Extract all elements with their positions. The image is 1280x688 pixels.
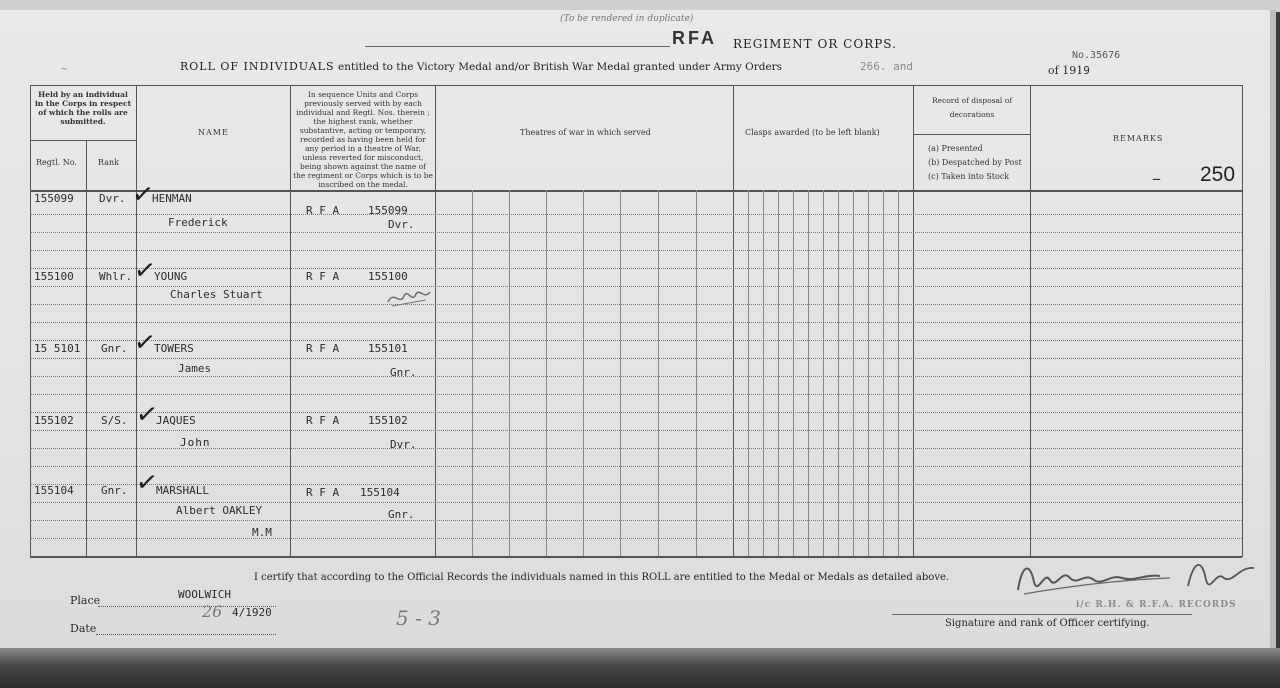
unit-no: 155100 — [368, 270, 408, 283]
rank: Gnr. — [101, 484, 128, 497]
unit-rank: Dvr. — [390, 438, 417, 451]
unit-rank: Gnr. — [388, 508, 415, 521]
unit-no: 155104 — [360, 486, 400, 499]
pencil-note: 5 - 3 — [396, 606, 441, 630]
year-prefix: of 191 — [1048, 64, 1084, 77]
place-value: WOOLWICH — [178, 588, 231, 601]
units-header: In sequence Units and Corps previously served with by each individual and Regtl. Nos. therein ; the highest rank, whether substantive, acting or temporary, recorded as having been held for any period in a theatre of War, unless reverted for misconduct, being shown against the name of the regiment or Corps which is to be inscribed on the medal. — [293, 90, 433, 189]
check-mark-icon: ✓ — [134, 398, 160, 432]
regiment-label: REGIMENT OR CORPS. — [733, 37, 897, 51]
certification-text: I certify that according to the Official Records the individuals named in this ROLL are entitled to the Medal or Medals as detailed above. — [254, 572, 950, 583]
row-guide — [30, 358, 1242, 359]
place-label: Place — [70, 594, 101, 607]
medal-roll-document — [0, 10, 1276, 650]
header-bottom-border — [30, 190, 1242, 192]
roll-title — [180, 60, 782, 73]
order-numbers: 266. and — [860, 60, 913, 73]
clasps-header: Clasps awarded (to be left blank) — [745, 128, 880, 137]
col-line — [86, 140, 87, 557]
duplicate-note: (To be rendered in duplicate) — [560, 14, 694, 24]
remarks-header: REMARKS — [1113, 134, 1164, 143]
col-line — [290, 85, 291, 557]
unit-rank: Gnr. — [390, 366, 417, 379]
date-handwritten: 26 — [202, 602, 223, 621]
corner-mark: ~ — [60, 64, 69, 75]
regtl-no: 155102 — [34, 414, 74, 427]
row-guide — [30, 340, 1242, 341]
held-by-divider — [30, 140, 136, 141]
disposal-c: (c) Taken into Stock — [928, 172, 1010, 181]
signature-line — [892, 614, 1192, 615]
row-guide — [30, 394, 1242, 395]
year-digit: 9 — [1083, 64, 1090, 77]
row-guide — [30, 430, 1242, 431]
regtl-no: 155104 — [34, 484, 74, 497]
unit-no: 155099 — [368, 204, 408, 217]
forenames: Frederick — [168, 216, 228, 229]
row-guide — [30, 448, 1242, 449]
row-guide — [30, 412, 1242, 413]
forenames: John — [180, 436, 211, 449]
disposal-header: Record of disposal of decorations — [931, 96, 1012, 119]
row-guide — [30, 502, 1242, 503]
regtl-no: 155099 — [34, 192, 74, 205]
row-guide — [30, 268, 1242, 269]
unit-no: 155102 — [368, 414, 408, 427]
col-line — [30, 85, 31, 557]
disposal-a: (a) Presented — [928, 144, 983, 153]
surname: JAQUES — [156, 414, 196, 427]
col-line — [913, 85, 914, 557]
unit: R F A — [306, 486, 340, 499]
surname: MARSHALL — [156, 484, 209, 497]
unit: R F A — [306, 204, 340, 217]
theatres-header: Theatres of war in which served — [520, 128, 651, 137]
date-line — [96, 634, 276, 635]
surname: TOWERS — [154, 342, 194, 355]
regtl-no-header: Regtl. No. — [36, 158, 77, 167]
disposal-divider — [913, 134, 1030, 135]
regtl-no: 155100 — [34, 270, 74, 283]
doc-number: No.35676 — [1072, 50, 1121, 61]
name-header: NAME — [198, 128, 229, 137]
corps-underline — [365, 46, 670, 47]
row-guide — [30, 214, 1242, 215]
surname: YOUNG — [154, 270, 188, 283]
row-guide — [30, 484, 1242, 485]
rank: Dvr. — [99, 192, 126, 205]
unit: R F A — [306, 414, 340, 427]
unit-rank: Dvr. — [388, 218, 415, 231]
roll-title-bold: ROLL OF INDIVIDUALS — [180, 60, 335, 73]
table-top-border — [30, 85, 1242, 86]
rank: S/S. — [101, 414, 128, 427]
officer-stamp: i/c R.H. & R.F.A. RECORDS — [1076, 600, 1237, 610]
forenames: Charles Stuart — [170, 288, 263, 301]
row-guide — [30, 250, 1242, 251]
rank: Gnr. — [101, 342, 128, 355]
check-mark-icon: ✓ — [132, 254, 158, 288]
regtl-no: 15 5101 — [34, 342, 81, 355]
held-by-header: Held by an individual in the Corps in respect of which the rolls are submitted. — [34, 90, 132, 126]
col-line — [733, 85, 734, 557]
officer-signature-icon — [1010, 550, 1260, 606]
check-mark-icon: ✓ — [130, 178, 156, 212]
col-line — [1242, 85, 1243, 557]
corps-name: RFA — [672, 28, 717, 48]
handwritten-initials-icon — [386, 286, 432, 310]
row-guide — [30, 232, 1242, 233]
date-label: Date — [70, 622, 97, 635]
col-line — [435, 85, 436, 557]
year-line — [1048, 64, 1090, 77]
forenames: Albert OAKLEY — [176, 504, 263, 517]
roll-title-rest: entitled to the Victory Medal and/or British War Medal granted under Army Orders — [338, 61, 783, 73]
unit: R F A — [306, 342, 340, 355]
award-note: M.M — [252, 526, 272, 539]
forenames: James — [178, 362, 212, 375]
row-guide — [30, 466, 1242, 467]
rank: Whlr. — [99, 270, 133, 283]
disposal-b: (b) Despatched by Post — [928, 158, 1022, 167]
row-guide — [30, 538, 1242, 539]
date-value: 4/1920 — [232, 606, 272, 619]
rank-header: Rank — [98, 158, 119, 167]
unit-no: 155101 — [368, 342, 408, 355]
remarks-value: 250 — [1200, 163, 1236, 186]
row-guide — [30, 304, 1242, 305]
check-mark-icon: ✓ — [132, 326, 158, 360]
page-edge-bottom — [0, 648, 1280, 688]
remarks-dash: – — [1152, 168, 1161, 189]
col-line — [1030, 85, 1031, 557]
row-guide — [30, 376, 1242, 377]
row-guide — [30, 520, 1242, 521]
row-guide — [30, 286, 1242, 287]
signature-caption: Signature and rank of Officer certifying. — [945, 618, 1150, 629]
surname: HENMAN — [152, 192, 192, 205]
row-guide — [30, 322, 1242, 323]
check-mark-icon: ✓ — [134, 466, 160, 500]
unit: R F A — [306, 270, 340, 283]
